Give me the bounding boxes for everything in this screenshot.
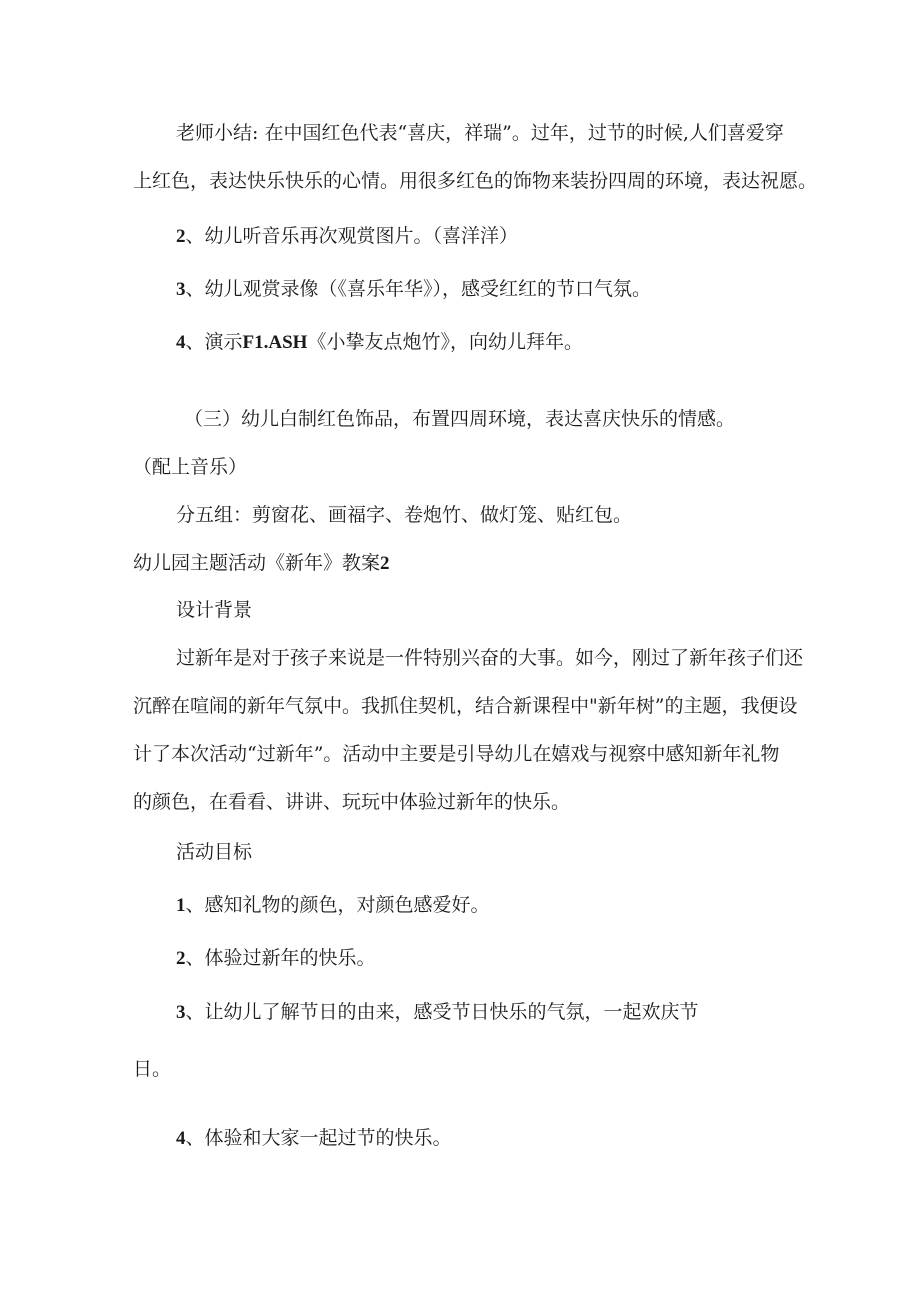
section-3-line-1: （三）幼儿白制红色饰品，布置四周环境，表达喜庆快乐的情感。 xyxy=(184,408,736,430)
goal-3-continuation: 日。 xyxy=(133,1058,172,1080)
goal-text: 、让幼儿了解节日的由来，感受节日快乐的气氛，一起欢庆节 xyxy=(185,1001,699,1023)
background-line-3: 计了本次活动“过新年”。活动中主要是引导幼儿在嬉戏与视察中感知新年礼物 xyxy=(133,743,780,765)
goal-number: 3 xyxy=(176,1002,186,1023)
step-text: 、演示 xyxy=(185,331,243,353)
step-text: 、幼儿观赏录像（《喜乐年华》），感受红红的节口气氛。 xyxy=(185,278,652,300)
step-number: 4 xyxy=(176,332,186,353)
title-number: 2 xyxy=(380,553,390,574)
step-number: 2 xyxy=(176,226,186,247)
background-line-1: 过新年是对于孩子来说是一件特别兴奋的大事。如今，刚过了新年孩子们还 xyxy=(176,647,804,669)
goal-4 xyxy=(176,1126,452,1151)
section-3-line-2: （配上音乐） xyxy=(133,456,248,478)
goal-number: 4 xyxy=(176,1128,186,1149)
goal-text: 、体验和大家一起过节的快乐。 xyxy=(185,1127,452,1149)
groups-line: 分五组：剪窗花、画福字、卷炮竹、做灯笼、贴红包。 xyxy=(176,504,633,526)
step-text: 《小挚友点炮竹》，向幼儿拜年。 xyxy=(307,331,583,353)
goal-2 xyxy=(176,946,376,971)
flash-label: F1.ASH xyxy=(242,332,308,353)
goal-3 xyxy=(176,1000,699,1025)
background-heading: 设计背景 xyxy=(176,599,253,621)
title-text: 幼儿园主题活动《新年》教案 xyxy=(133,552,381,574)
step-2 xyxy=(176,224,518,249)
goal-1 xyxy=(176,893,490,918)
step-text: 、幼儿听音乐再次观赏图片。（喜洋洋） xyxy=(185,225,519,247)
goal-text: 、体验过新年的快乐。 xyxy=(185,947,376,969)
goals-heading: 活动目标 xyxy=(176,841,253,863)
step-number: 3 xyxy=(176,279,186,300)
goal-number: 2 xyxy=(176,948,186,969)
goal-text: 、感知礼物的颜色，对颜色感爱好。 xyxy=(185,894,490,916)
goal-number: 1 xyxy=(176,895,186,916)
step-4 xyxy=(176,330,583,355)
lesson-plan-2-title xyxy=(133,551,390,576)
summary-line-1: 老师小结: 在中国红色代表“喜庆，祥瑞”。过年，过节的时候,人们喜爱穿 xyxy=(176,122,784,144)
background-line-2: 沉醉在喧闹的新年气氛中。我抓住契机，结合新课程中"新年树”的主题，我便设 xyxy=(133,695,798,717)
summary-line-2: 上红色，表达快乐快乐的心情。用很多红色的饰物来装扮四周的环境，表达祝愿。 xyxy=(133,170,818,192)
background-line-4: 的颜色，在看看、讲讲、玩玩中体验过新年的快乐。 xyxy=(133,791,571,813)
step-3 xyxy=(176,277,651,302)
